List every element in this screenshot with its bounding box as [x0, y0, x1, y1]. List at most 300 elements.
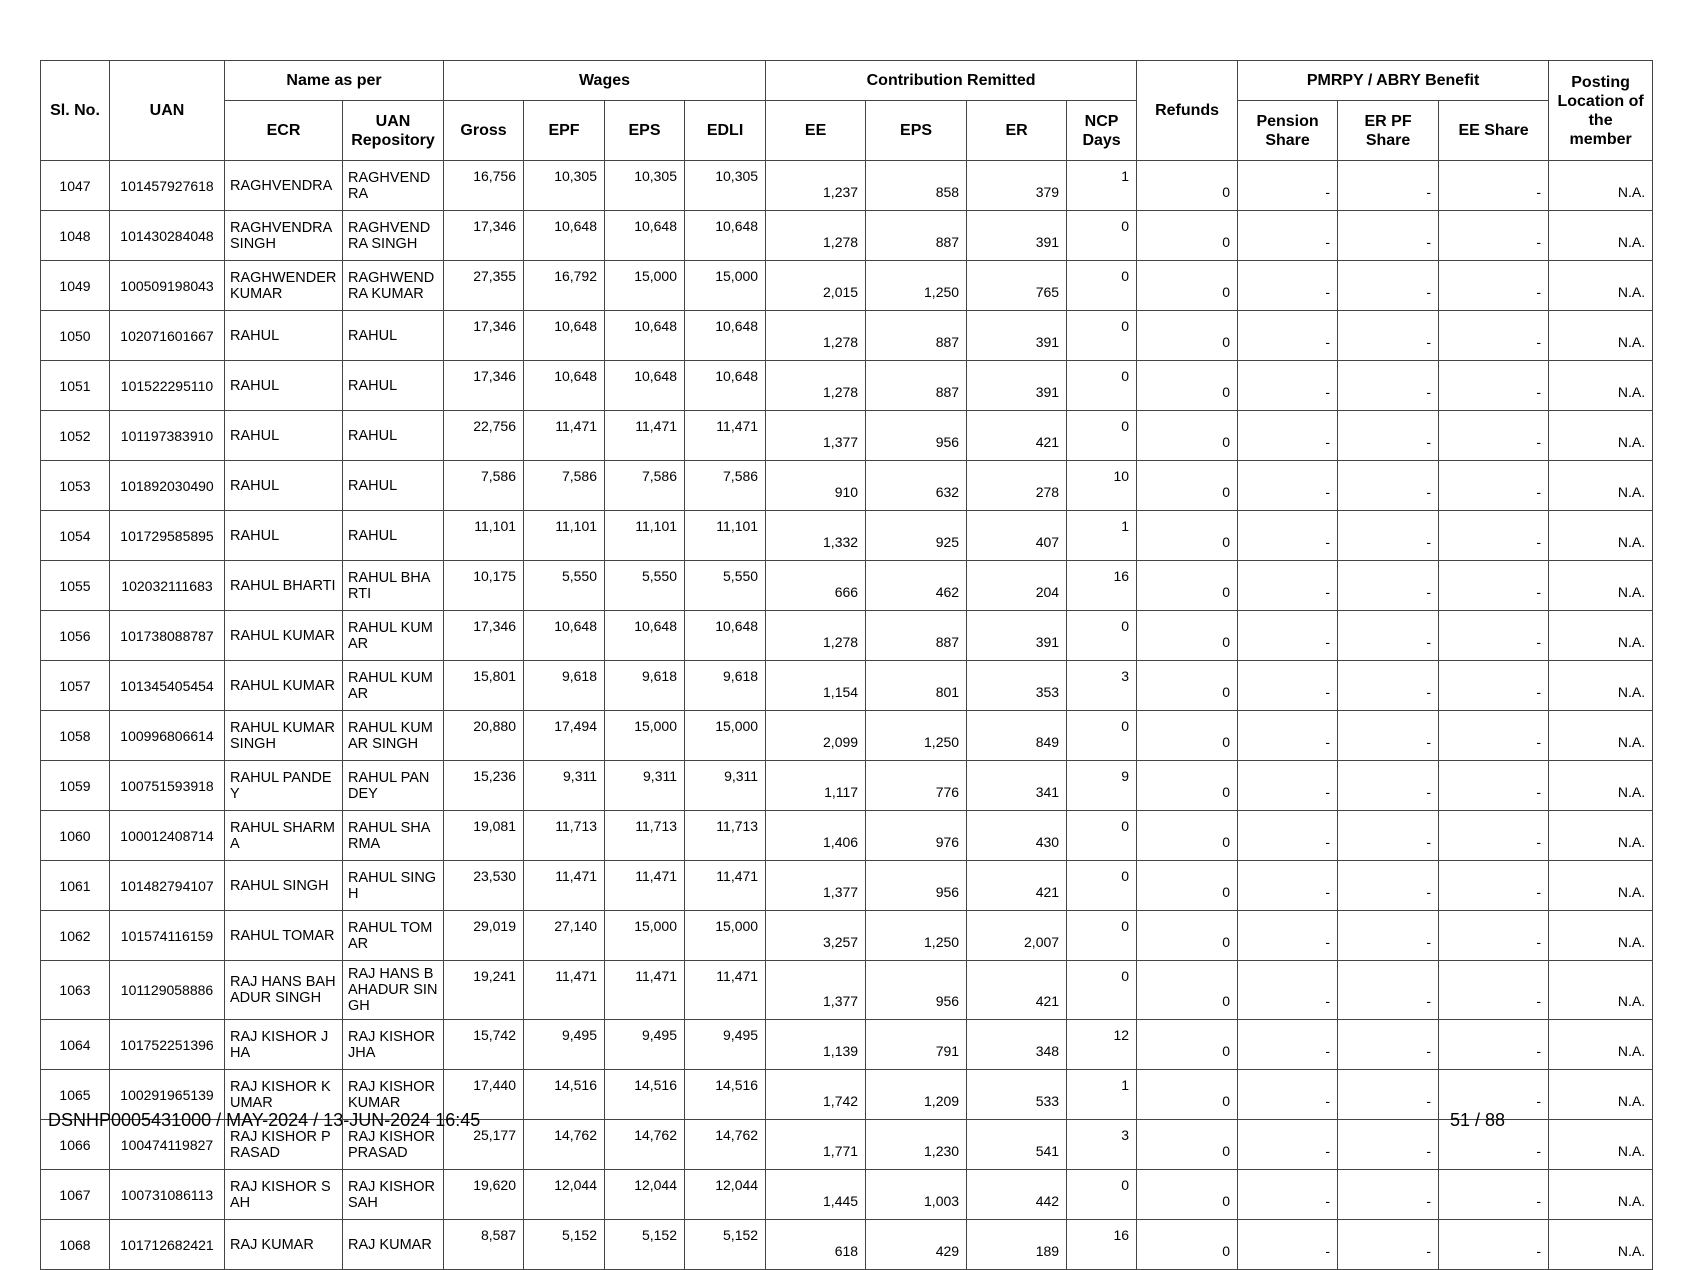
cell-er-pf-share: - — [1338, 561, 1439, 611]
cell-epf: 9,618 — [524, 661, 605, 711]
cell-eps: 11,471 — [605, 861, 685, 911]
cell-posting-location: N.A. — [1549, 1120, 1653, 1170]
col-ee: EE — [766, 101, 866, 161]
cell-gross: 20,880 — [444, 711, 524, 761]
cell-uan: 101482794107 — [110, 861, 225, 911]
cell-uan: 101430284048 — [110, 211, 225, 261]
cell-ncp-days: 0 — [1067, 211, 1137, 261]
cell-edli: 11,471 — [685, 961, 766, 1020]
cell-ee-share: - — [1439, 911, 1549, 961]
col-er: ER — [967, 101, 1067, 161]
cell-sl-no: 1060 — [41, 811, 110, 861]
cell-refunds: 0 — [1137, 761, 1238, 811]
cell-epf: 5,550 — [524, 561, 605, 611]
cell-epf: 9,311 — [524, 761, 605, 811]
cell-edli: 11,713 — [685, 811, 766, 861]
cell-posting-location: N.A. — [1549, 911, 1653, 961]
cell-pension-share: - — [1238, 361, 1338, 411]
cell-eps: 15,000 — [605, 711, 685, 761]
cell-er-pf-share: - — [1338, 961, 1439, 1020]
cell-ncp-days: 0 — [1067, 861, 1137, 911]
cell-uan-repository-name: RAHUL — [343, 511, 444, 561]
cell-uan: 100291965139 — [110, 1070, 225, 1120]
cell-er: 391 — [967, 361, 1067, 411]
cell-edli: 12,044 — [685, 1170, 766, 1220]
cell-posting-location: N.A. — [1549, 411, 1653, 461]
cell-ee: 1,771 — [766, 1120, 866, 1170]
cell-er: 278 — [967, 461, 1067, 511]
cell-uan-repository-name: RAHUL SHARMA — [343, 811, 444, 861]
cell-ee-share: - — [1439, 1020, 1549, 1070]
cell-er: 421 — [967, 411, 1067, 461]
cell-eps-contribution: 1,250 — [866, 261, 967, 311]
cell-ee-share: - — [1439, 1120, 1549, 1170]
cell-er-pf-share: - — [1338, 361, 1439, 411]
cell-eps-contribution: 1,250 — [866, 711, 967, 761]
cell-er-pf-share: - — [1338, 861, 1439, 911]
cell-pension-share: - — [1238, 1120, 1338, 1170]
cell-eps: 11,101 — [605, 511, 685, 561]
cell-pension-share: - — [1238, 911, 1338, 961]
cell-posting-location: N.A. — [1549, 961, 1653, 1020]
cell-posting-location: N.A. — [1549, 1020, 1653, 1070]
cell-uan-repository-name: RAHUL PANDEY — [343, 761, 444, 811]
col-eps-contribution: EPS — [866, 101, 967, 161]
cell-edli: 10,305 — [685, 161, 766, 211]
cell-ee-share: - — [1439, 611, 1549, 661]
col-ncp-days: NCP Days — [1067, 101, 1137, 161]
cell-refunds: 0 — [1137, 1170, 1238, 1220]
cell-ecr-name: RAGHWENDER KUMAR — [225, 261, 343, 311]
cell-epf: 14,516 — [524, 1070, 605, 1120]
cell-uan-repository-name: RAHUL TOMAR — [343, 911, 444, 961]
cell-er: 407 — [967, 511, 1067, 561]
cell-eps-contribution: 1,250 — [866, 911, 967, 961]
cell-posting-location: N.A. — [1549, 461, 1653, 511]
cell-eps: 11,713 — [605, 811, 685, 861]
cell-ncp-days: 1 — [1067, 511, 1137, 561]
cell-ecr-name: RAHUL KUMAR — [225, 661, 343, 711]
cell-ee: 1,278 — [766, 361, 866, 411]
cell-ee: 1,278 — [766, 311, 866, 361]
cell-ee: 1,742 — [766, 1070, 866, 1120]
cell-refunds: 0 — [1137, 911, 1238, 961]
table-row — [41, 661, 1653, 711]
cell-er: 348 — [967, 1020, 1067, 1070]
cell-ee: 2,015 — [766, 261, 866, 311]
cell-sl-no: 1058 — [41, 711, 110, 761]
cell-sl-no: 1068 — [41, 1220, 110, 1270]
cell-er-pf-share: - — [1338, 161, 1439, 211]
cell-eps-contribution: 956 — [866, 861, 967, 911]
cell-refunds: 0 — [1137, 861, 1238, 911]
cell-ecr-name: RAJ KISHOR JHA — [225, 1020, 343, 1070]
cell-uan-repository-name: RAJ KISHOR KUMAR — [343, 1070, 444, 1120]
cell-er: 430 — [967, 811, 1067, 861]
cell-eps-contribution: 801 — [866, 661, 967, 711]
cell-ecr-name: RAGHVENDRA — [225, 161, 343, 211]
cell-epf: 27,140 — [524, 911, 605, 961]
cell-ee: 1,406 — [766, 811, 866, 861]
table-body — [41, 161, 1653, 1270]
cell-er-pf-share: - — [1338, 1020, 1439, 1070]
table-row — [41, 761, 1653, 811]
cell-pension-share: - — [1238, 211, 1338, 261]
cell-pension-share: - — [1238, 261, 1338, 311]
cell-uan-repository-name: RAHUL — [343, 461, 444, 511]
cell-er-pf-share: - — [1338, 1170, 1439, 1220]
cell-er: 391 — [967, 611, 1067, 661]
cell-posting-location: N.A. — [1549, 811, 1653, 861]
cell-uan: 100996806614 — [110, 711, 225, 761]
cell-eps-contribution: 791 — [866, 1020, 967, 1070]
cell-ee: 1,377 — [766, 961, 866, 1020]
cell-gross: 10,175 — [444, 561, 524, 611]
cell-ecr-name: RAJ KISHOR SAH — [225, 1170, 343, 1220]
cell-eps-contribution: 1,209 — [866, 1070, 967, 1120]
cell-pension-share: - — [1238, 511, 1338, 561]
cell-er: 379 — [967, 161, 1067, 211]
cell-er: 391 — [967, 211, 1067, 261]
cell-ee-share: - — [1439, 1170, 1549, 1220]
cell-gross: 17,440 — [444, 1070, 524, 1120]
table-row — [41, 811, 1653, 861]
cell-sl-no: 1064 — [41, 1020, 110, 1070]
cell-refunds: 0 — [1137, 1020, 1238, 1070]
cell-edli: 15,000 — [685, 911, 766, 961]
col-sl-no: Sl. No. — [41, 61, 110, 161]
cell-refunds: 0 — [1137, 211, 1238, 261]
cell-edli: 5,550 — [685, 561, 766, 611]
cell-gross: 8,587 — [444, 1220, 524, 1270]
cell-edli: 11,471 — [685, 411, 766, 461]
table-row — [41, 461, 1653, 511]
cell-uan-repository-name: RAHUL SINGH — [343, 861, 444, 911]
cell-epf: 10,648 — [524, 611, 605, 661]
cell-er-pf-share: - — [1338, 911, 1439, 961]
cell-uan: 102032111683 — [110, 561, 225, 611]
cell-uan: 100731086113 — [110, 1170, 225, 1220]
cell-refunds: 0 — [1137, 1220, 1238, 1270]
cell-ee-share: - — [1439, 661, 1549, 711]
cell-ecr-name: RAHUL KUMAR — [225, 611, 343, 661]
cell-ncp-days: 16 — [1067, 561, 1137, 611]
cell-ncp-days: 0 — [1067, 1170, 1137, 1220]
cell-ee: 1,117 — [766, 761, 866, 811]
cell-ncp-days: 10 — [1067, 461, 1137, 511]
cell-epf: 11,471 — [524, 411, 605, 461]
cell-ncp-days: 1 — [1067, 161, 1137, 211]
cell-eps-contribution: 632 — [866, 461, 967, 511]
cell-uan-repository-name: RAHUL — [343, 311, 444, 361]
cell-er-pf-share: - — [1338, 1120, 1439, 1170]
cell-posting-location: N.A. — [1549, 161, 1653, 211]
cell-edli: 14,516 — [685, 1070, 766, 1120]
cell-ee-share: - — [1439, 261, 1549, 311]
cell-er-pf-share: - — [1338, 211, 1439, 261]
cell-uan: 101574116159 — [110, 911, 225, 961]
cell-uan-repository-name: RAGHVENDRA — [343, 161, 444, 211]
cell-epf: 10,648 — [524, 311, 605, 361]
col-er-pf-share: ER PF Share — [1338, 101, 1439, 161]
cell-epf: 11,471 — [524, 861, 605, 911]
cell-ee-share: - — [1439, 861, 1549, 911]
cell-ee: 618 — [766, 1220, 866, 1270]
cell-gross: 17,346 — [444, 611, 524, 661]
cell-ee: 1,139 — [766, 1020, 866, 1070]
cell-edli: 5,152 — [685, 1220, 766, 1270]
cell-er-pf-share: - — [1338, 311, 1439, 361]
cell-eps-contribution: 776 — [866, 761, 967, 811]
cell-uan: 101729585895 — [110, 511, 225, 561]
table-row — [41, 911, 1653, 961]
cell-er: 849 — [967, 711, 1067, 761]
table-row — [41, 161, 1653, 211]
cell-ncp-days: 12 — [1067, 1020, 1137, 1070]
cell-epf: 14,762 — [524, 1120, 605, 1170]
cell-er-pf-share: - — [1338, 411, 1439, 461]
cell-ee-share: - — [1439, 361, 1549, 411]
cell-er-pf-share: - — [1338, 1070, 1439, 1120]
cell-pension-share: - — [1238, 861, 1338, 911]
group-pmrpy-abry: PMRPY / ABRY Benefit — [1238, 61, 1549, 101]
cell-eps-contribution: 1,230 — [866, 1120, 967, 1170]
cell-eps-contribution: 1,003 — [866, 1170, 967, 1220]
cell-ncp-days: 0 — [1067, 361, 1137, 411]
cell-edli: 10,648 — [685, 361, 766, 411]
cell-er-pf-share: - — [1338, 611, 1439, 661]
cell-posting-location: N.A. — [1549, 861, 1653, 911]
cell-uan-repository-name: RAHUL — [343, 411, 444, 461]
cell-eps: 12,044 — [605, 1170, 685, 1220]
cell-gross: 27,355 — [444, 261, 524, 311]
cell-ee: 1,237 — [766, 161, 866, 211]
cell-er-pf-share: - — [1338, 1220, 1439, 1270]
cell-gross: 17,346 — [444, 311, 524, 361]
col-ecr: ECR — [225, 101, 343, 161]
cell-uan: 101129058886 — [110, 961, 225, 1020]
cell-edli: 9,495 — [685, 1020, 766, 1070]
col-ee-share: EE Share — [1439, 101, 1549, 161]
cell-refunds: 0 — [1137, 461, 1238, 511]
cell-er: 421 — [967, 861, 1067, 911]
cell-epf: 10,648 — [524, 211, 605, 261]
cell-eps-contribution: 956 — [866, 411, 967, 461]
cell-er: 204 — [967, 561, 1067, 611]
cell-edli: 11,471 — [685, 861, 766, 911]
cell-edli: 15,000 — [685, 711, 766, 761]
cell-refunds: 0 — [1137, 661, 1238, 711]
cell-refunds: 0 — [1137, 411, 1238, 461]
cell-gross: 23,530 — [444, 861, 524, 911]
cell-ecr-name: RAJ KUMAR — [225, 1220, 343, 1270]
cell-ncp-days: 0 — [1067, 261, 1137, 311]
cell-pension-share: - — [1238, 711, 1338, 761]
col-epf: EPF — [524, 101, 605, 161]
cell-eps-contribution: 976 — [866, 811, 967, 861]
cell-ecr-name: RAJ KISHOR PRASAD — [225, 1120, 343, 1170]
cell-er: 421 — [967, 961, 1067, 1020]
cell-eps: 14,762 — [605, 1120, 685, 1170]
cell-uan: 101892030490 — [110, 461, 225, 511]
cell-pension-share: - — [1238, 611, 1338, 661]
cell-eps-contribution: 858 — [866, 161, 967, 211]
cell-ncp-days: 0 — [1067, 311, 1137, 361]
cell-er: 2,007 — [967, 911, 1067, 961]
cell-posting-location: N.A. — [1549, 1070, 1653, 1120]
cell-ee: 1,377 — [766, 411, 866, 461]
cell-posting-location: N.A. — [1549, 1170, 1653, 1220]
group-contribution-remitted: Contribution Remitted — [766, 61, 1137, 101]
cell-ee: 1,377 — [766, 861, 866, 911]
cell-ee: 3,257 — [766, 911, 866, 961]
cell-ee: 666 — [766, 561, 866, 611]
cell-posting-location: N.A. — [1549, 361, 1653, 411]
cell-edli: 14,762 — [685, 1120, 766, 1170]
cell-pension-share: - — [1238, 811, 1338, 861]
cell-er-pf-share: - — [1338, 761, 1439, 811]
cell-eps: 9,495 — [605, 1020, 685, 1070]
col-uan-repository: UAN Repository — [343, 101, 444, 161]
cell-eps: 5,152 — [605, 1220, 685, 1270]
cell-posting-location: N.A. — [1549, 511, 1653, 561]
cell-er: 353 — [967, 661, 1067, 711]
cell-uan-repository-name: RAHUL KUMAR — [343, 661, 444, 711]
cell-gross: 25,177 — [444, 1120, 524, 1170]
cell-uan-repository-name: RAHUL BHARTI — [343, 561, 444, 611]
cell-eps: 10,648 — [605, 311, 685, 361]
cell-refunds: 0 — [1137, 161, 1238, 211]
cell-uan: 101738088787 — [110, 611, 225, 661]
cell-eps-contribution: 887 — [866, 611, 967, 661]
cell-posting-location: N.A. — [1549, 311, 1653, 361]
cell-ncp-days: 16 — [1067, 1220, 1137, 1270]
cell-ee-share: - — [1439, 211, 1549, 261]
cell-ee-share: - — [1439, 311, 1549, 361]
cell-ecr-name: RAHUL — [225, 411, 343, 461]
cell-uan-repository-name: RAGHVENDRA SINGH — [343, 211, 444, 261]
cell-ee-share: - — [1439, 1070, 1549, 1120]
cell-epf: 12,044 — [524, 1170, 605, 1220]
cell-pension-share: - — [1238, 1070, 1338, 1120]
cell-pension-share: - — [1238, 961, 1338, 1020]
cell-gross: 17,346 — [444, 211, 524, 261]
cell-gross: 11,101 — [444, 511, 524, 561]
cell-refunds: 0 — [1137, 711, 1238, 761]
cell-sl-no: 1062 — [41, 911, 110, 961]
cell-ee-share: - — [1439, 811, 1549, 861]
cell-epf: 16,792 — [524, 261, 605, 311]
cell-pension-share: - — [1238, 161, 1338, 211]
cell-posting-location: N.A. — [1549, 761, 1653, 811]
cell-uan: 101712682421 — [110, 1220, 225, 1270]
cell-uan-repository-name: RAJ KISHOR SAH — [343, 1170, 444, 1220]
cell-eps: 9,618 — [605, 661, 685, 711]
table-row — [41, 1170, 1653, 1220]
cell-pension-share: - — [1238, 561, 1338, 611]
cell-ecr-name: RAGHVENDRA SINGH — [225, 211, 343, 261]
cell-uan-repository-name: RAJ KISHOR PRASAD — [343, 1120, 444, 1170]
cell-eps: 14,516 — [605, 1070, 685, 1120]
cell-ecr-name: RAHUL PANDEY — [225, 761, 343, 811]
cell-sl-no: 1047 — [41, 161, 110, 211]
cell-pension-share: - — [1238, 1170, 1338, 1220]
cell-uan-repository-name: RAJ KISHOR JHA — [343, 1020, 444, 1070]
cell-er-pf-share: - — [1338, 811, 1439, 861]
cell-edli: 7,586 — [685, 461, 766, 511]
table-row — [41, 511, 1653, 561]
cell-ecr-name: RAHUL SINGH — [225, 861, 343, 911]
page-number: 51 / 88 — [1450, 1110, 1506, 1130]
col-refunds: Refunds — [1137, 61, 1238, 161]
cell-eps: 10,648 — [605, 611, 685, 661]
cell-refunds: 0 — [1137, 361, 1238, 411]
cell-sl-no: 1056 — [41, 611, 110, 661]
cell-sl-no: 1052 — [41, 411, 110, 461]
cell-refunds: 0 — [1137, 311, 1238, 361]
cell-eps: 10,648 — [605, 361, 685, 411]
cell-ncp-days: 0 — [1067, 961, 1137, 1020]
cell-uan-repository-name: RAGHWENDRA KUMAR — [343, 261, 444, 311]
cell-ncp-days: 9 — [1067, 761, 1137, 811]
cell-sl-no: 1067 — [41, 1170, 110, 1220]
cell-ecr-name: RAJ KISHOR KUMAR — [225, 1070, 343, 1120]
group-wages: Wages — [444, 61, 766, 101]
cell-ecr-name: RAHUL — [225, 311, 343, 361]
cell-sl-no: 1061 — [41, 861, 110, 911]
cell-er: 765 — [967, 261, 1067, 311]
cell-er-pf-share: - — [1338, 261, 1439, 311]
cell-gross: 15,801 — [444, 661, 524, 711]
cell-refunds: 0 — [1137, 961, 1238, 1020]
cell-ncp-days: 0 — [1067, 711, 1137, 761]
cell-epf: 17,494 — [524, 711, 605, 761]
cell-epf: 11,471 — [524, 961, 605, 1020]
cell-ncp-days: 1 — [1067, 1070, 1137, 1120]
cell-eps-contribution: 887 — [866, 361, 967, 411]
cell-eps: 5,550 — [605, 561, 685, 611]
cell-ncp-days: 0 — [1067, 611, 1137, 661]
cell-ee: 1,278 — [766, 211, 866, 261]
cell-eps: 11,471 — [605, 411, 685, 461]
cell-gross: 15,236 — [444, 761, 524, 811]
table-row — [41, 411, 1653, 461]
cell-sl-no: 1063 — [41, 961, 110, 1020]
cell-eps-contribution: 956 — [866, 961, 967, 1020]
cell-er: 442 — [967, 1170, 1067, 1220]
cell-edli: 10,648 — [685, 311, 766, 361]
cell-epf: 10,648 — [524, 361, 605, 411]
cell-eps: 11,471 — [605, 961, 685, 1020]
cell-posting-location: N.A. — [1549, 611, 1653, 661]
cell-ee: 2,099 — [766, 711, 866, 761]
cell-er: 391 — [967, 311, 1067, 361]
cell-ee-share: - — [1439, 461, 1549, 511]
col-uan: UAN — [110, 61, 225, 161]
cell-ncp-days: 0 — [1067, 811, 1137, 861]
cell-posting-location: N.A. — [1549, 211, 1653, 261]
cell-sl-no: 1051 — [41, 361, 110, 411]
cell-gross: 15,742 — [444, 1020, 524, 1070]
cell-sl-no: 1053 — [41, 461, 110, 511]
cell-er-pf-share: - — [1338, 661, 1439, 711]
group-name-as-per: Name as per — [225, 61, 444, 101]
cell-pension-share: - — [1238, 1220, 1338, 1270]
cell-pension-share: - — [1238, 661, 1338, 711]
cell-uan: 101457927618 — [110, 161, 225, 211]
table-row — [41, 561, 1653, 611]
cell-ecr-name: RAHUL — [225, 461, 343, 511]
